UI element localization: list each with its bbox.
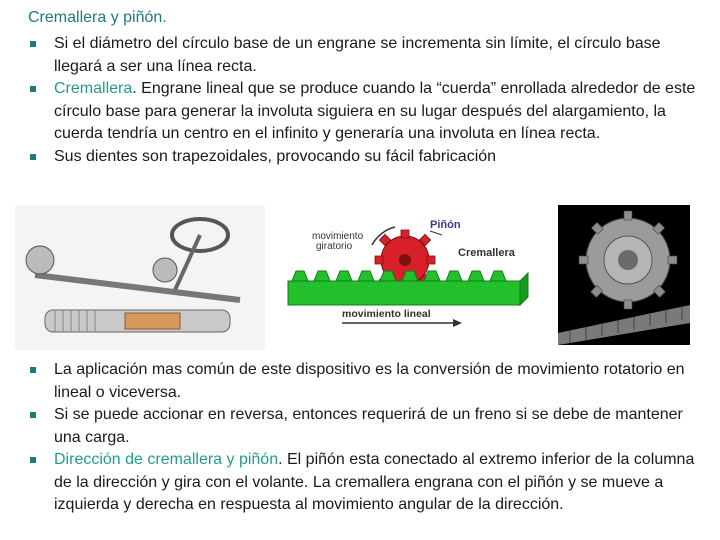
rotary-motion-label: movimiento giratorio — [312, 231, 364, 252]
square-bullet-icon — [30, 457, 36, 463]
top-bullet-list — [28, 33, 698, 168]
slide-title: Cremallera y piñón. — [28, 9, 167, 26]
pinion-label: Piñón — [430, 219, 461, 231]
rack-label: Cremallera — [458, 247, 515, 259]
bullet-text: La aplicación mas común de este dispositivo es la conversión de movimiento rotatorio en lineal o viceversa. — [54, 361, 685, 401]
bullet-text: Si se puede accionar en reversa, entonces requerirá de un freno si se debe de mantener una carga. — [54, 406, 683, 446]
bullet-item — [28, 33, 698, 78]
gear-and-rack-render — [558, 205, 690, 345]
bottom-bullet-list — [28, 359, 698, 517]
bullet-text: Si el diámetro del círculo base de un engrane se incrementa sin límite, el círculo base llegará a ser una línea recta. — [54, 35, 661, 75]
bullet-text: . Engrane lineal que se produce cuando la “cuerda” enrollada alrededor de este círculo base para generar la involuta siguiera en su lugar después del alargamiento, la cuerda tendría un centro en el infinito y generaría una involuta en línea recta. — [54, 80, 696, 142]
bullet-item — [28, 449, 698, 517]
bullet-text: . El piñón esta conectado al extremo inferior de la columna de la dirección y gira con el volante. La cremallera engrana con el piñón y se mueve a izquierda y derecha en respuesta al movimiento angular de la dirección. — [54, 451, 695, 513]
square-bullet-icon — [30, 412, 36, 418]
square-bullet-icon — [30, 154, 36, 160]
square-bullet-icon — [30, 41, 36, 47]
square-bullet-icon — [30, 367, 36, 373]
bullet-item — [28, 404, 698, 449]
bullet-text: Sus dientes son trapezoidales, provocando su fácil fabricación — [54, 147, 497, 165]
bullet-item — [28, 146, 698, 169]
bullet-item — [28, 78, 698, 146]
bullet-term: Cremallera — [54, 80, 133, 97]
gear-icon — [579, 211, 677, 309]
bullet-term: Dirección de cremallera y piñón — [54, 451, 279, 468]
rack-bar — [288, 271, 528, 305]
steering-system-illustration — [15, 205, 265, 350]
linear-motion-label: movimiento lineal — [342, 308, 431, 320]
rack-and-pinion-diagram — [280, 205, 545, 330]
square-bullet-icon — [30, 86, 36, 92]
bullet-item — [28, 359, 698, 404]
